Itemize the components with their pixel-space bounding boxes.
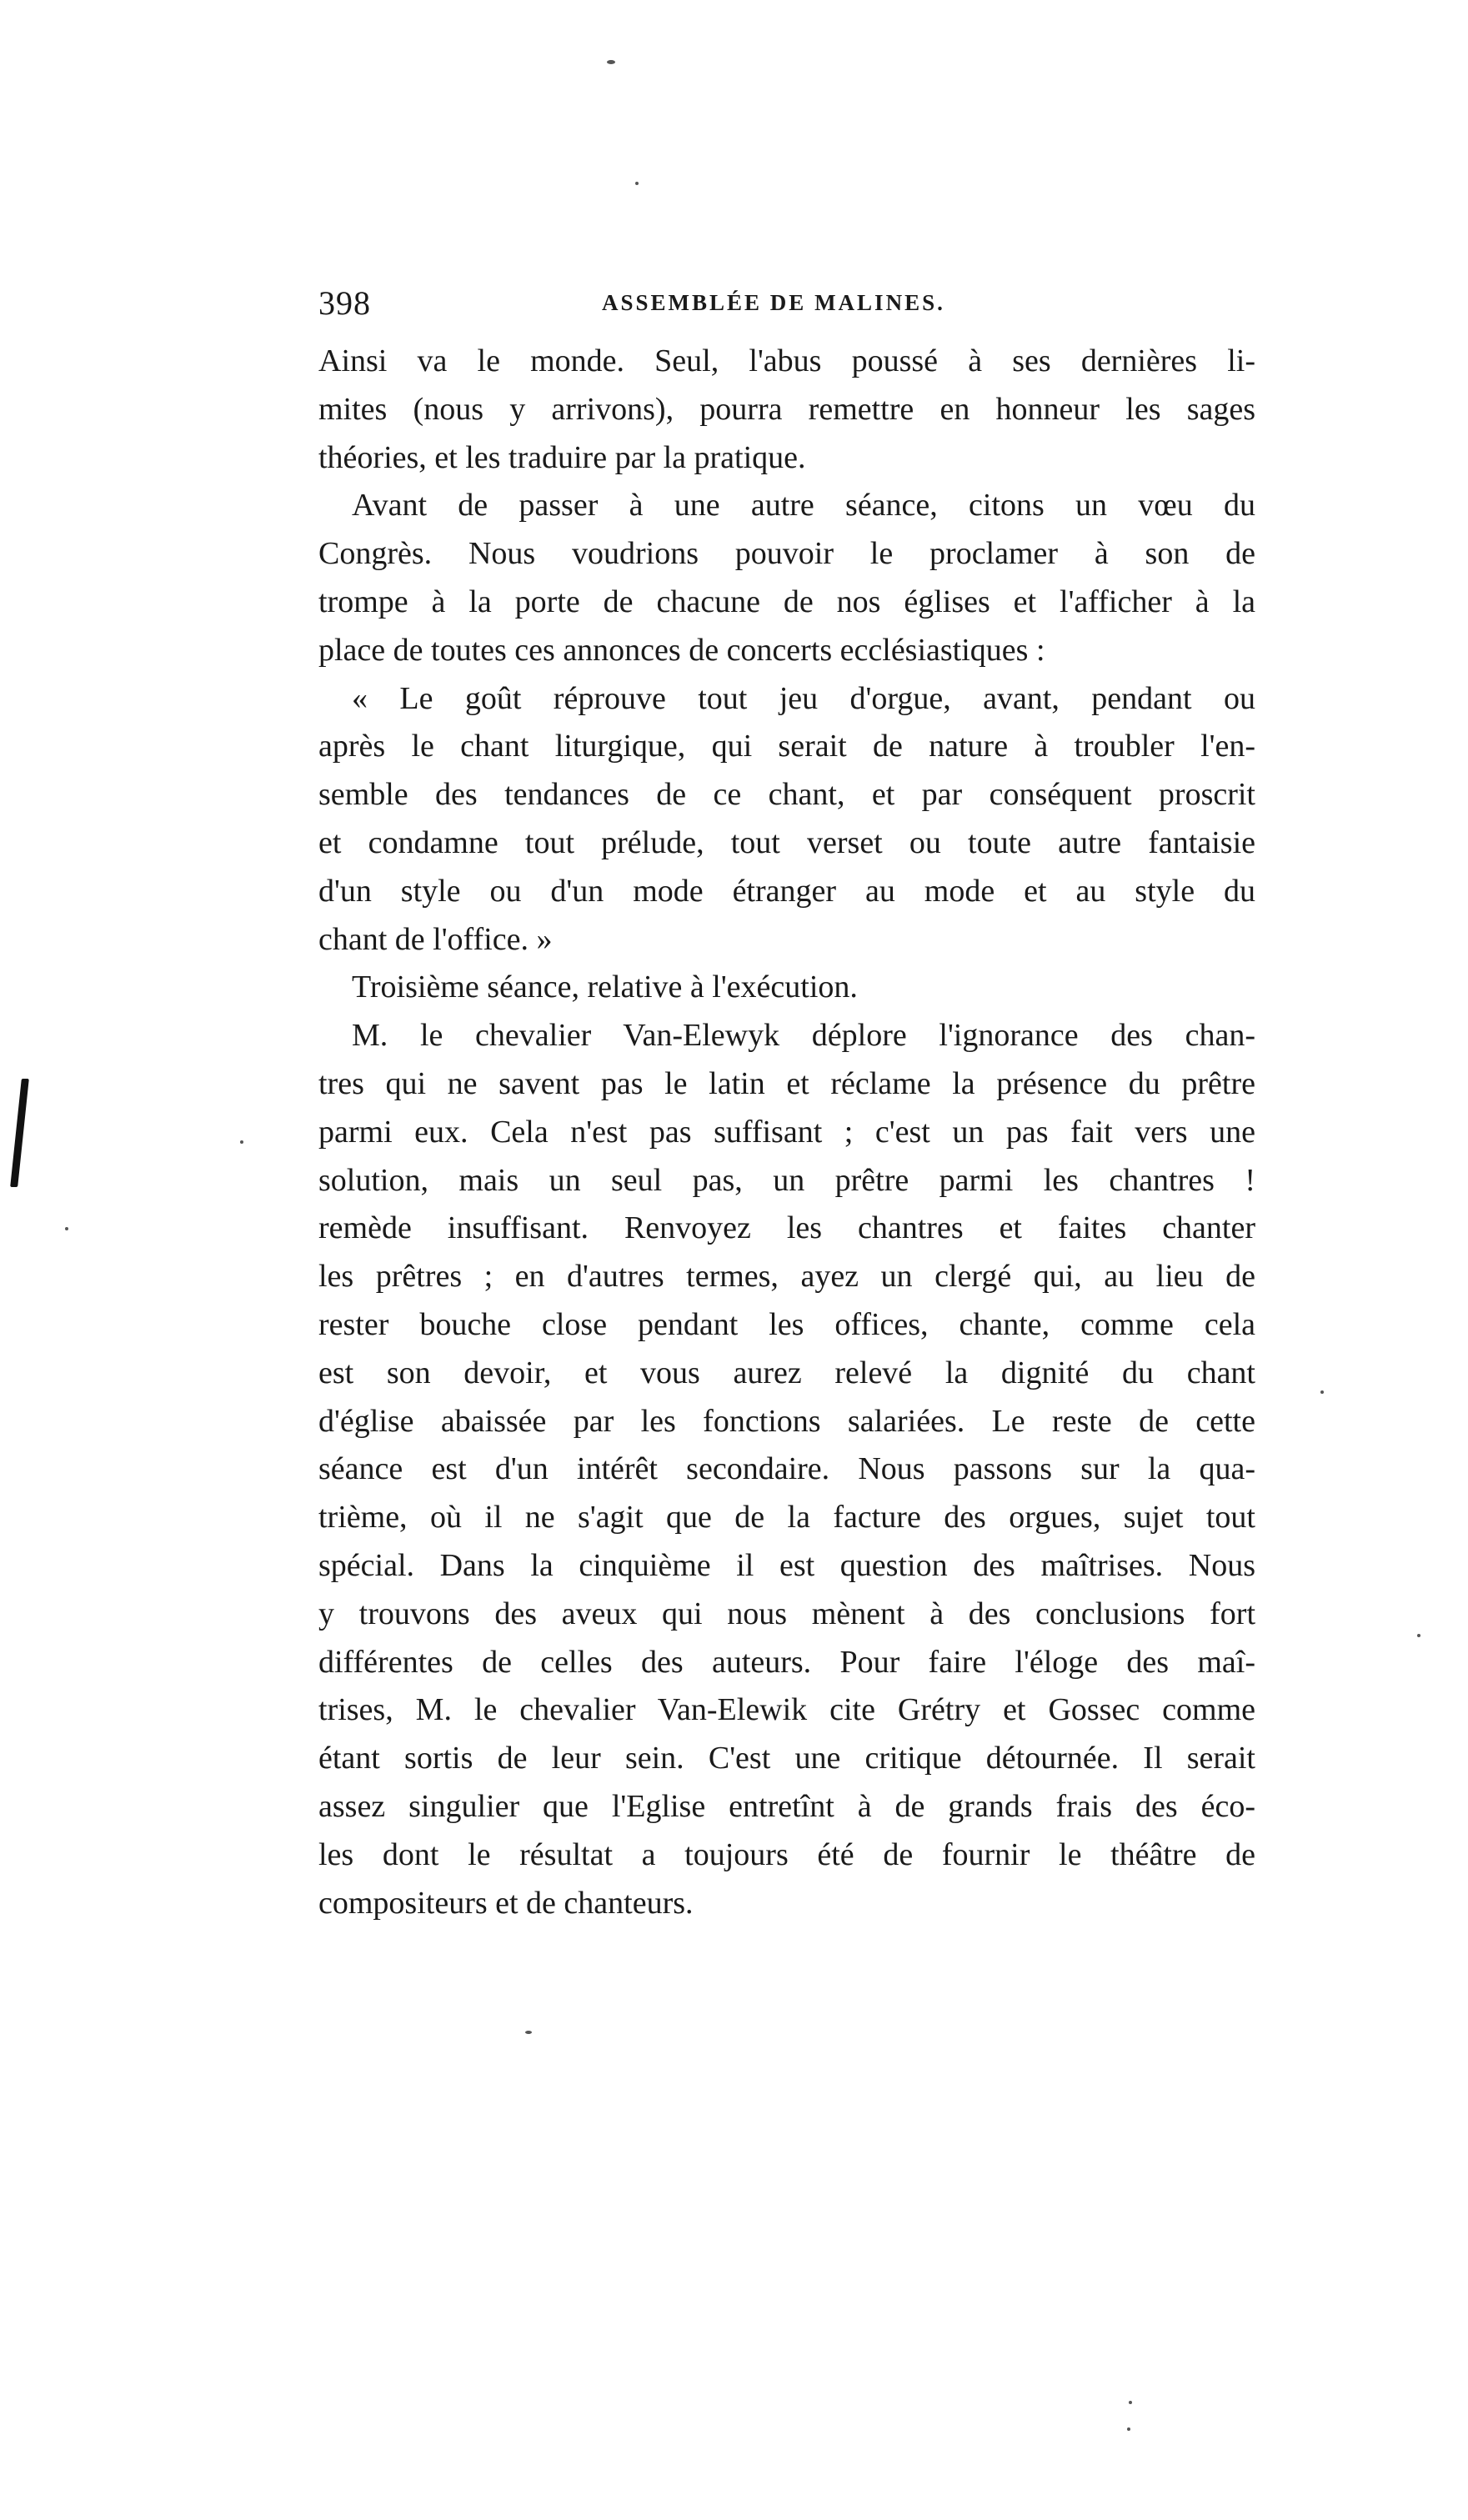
text-line: trises, M. le chevalier Van-Elewik cite Grétry et Gossec comme xyxy=(318,1692,1255,1728)
text-line: d'église abaissée par les fonctions salariées. Le reste de cette xyxy=(318,1403,1255,1439)
text-line: mites (nous y arrivons), pourra remettre en honneur les sages xyxy=(318,391,1255,427)
text-line: place de toutes ces annonces de concerts ecclésiastiques : xyxy=(318,632,1045,668)
text-line: remède insuffisant. Renvoyez les chantres et faites chanter xyxy=(318,1210,1255,1246)
scan-speck xyxy=(635,182,639,185)
text-line: Avant de passer à une autre séance, citons un vœu du xyxy=(352,488,1255,524)
text-line: chant de l'office. » xyxy=(318,921,553,957)
text-line: les dont le résultat a toujours été de fournir le théâtre de xyxy=(318,1836,1255,1872)
text-line: trième, où il ne s'agit que de la facture des orgues, sujet tout xyxy=(318,1500,1255,1536)
page-number: 398 xyxy=(318,284,371,322)
text-line: trompe à la porte de chacune de nos églises et l'afficher à la xyxy=(318,584,1255,619)
margin-ink-stroke xyxy=(10,1079,29,1187)
text-line: M. le chevalier Van-Elewyk déplore l'ignorance des chan- xyxy=(352,1018,1255,1054)
text-line: Congrès. Nous voudrions pouvoir le proclamer à son de xyxy=(318,536,1255,572)
text-line: les prêtres ; en d'autres termes, ayez un clergé qui, au lieu de xyxy=(318,1259,1255,1295)
scan-speck xyxy=(525,2031,532,2034)
text-line: semble des tendances de ce chant, et par conséquent proscrit xyxy=(318,777,1255,813)
text-line: spécial. Dans la cinquième il est question des maîtrises. Nous xyxy=(318,1547,1255,1583)
scan-speck xyxy=(1129,2401,1132,2404)
body-text xyxy=(318,338,1255,1927)
scan-speck xyxy=(1417,1634,1420,1637)
text-line: après le chant liturgique, qui serait de nature à troubler l'en- xyxy=(318,729,1255,764)
text-line: Troisième séance, relative à l'exécution. xyxy=(352,969,858,1005)
text-line: « Le goût réprouve tout jeu d'orgue, avant, pendant ou xyxy=(352,680,1255,716)
text-line: est son devoir, et vous aurez relevé la dignité du chant xyxy=(318,1355,1255,1390)
text-line: Ainsi va le monde. Seul, l'abus poussé à ses dernières li- xyxy=(318,343,1255,378)
text-line: parmi eux. Cela n'est pas suffisant ; c'est un pas fait vers une xyxy=(318,1114,1255,1150)
text-line: tres qui ne savent pas le latin et réclame la présence du prêtre xyxy=(318,1065,1255,1101)
scan-speck xyxy=(607,60,615,64)
text-line: assez singulier que l'Eglise entretînt à de grands frais des éco- xyxy=(318,1788,1255,1824)
text-line: compositeurs et de chanteurs. xyxy=(318,1885,694,1921)
text-line: théories, et les traduire par la pratique. xyxy=(318,439,806,475)
scan-speck xyxy=(240,1140,243,1144)
running-title: ASSEMBLÉE DE MALINES. xyxy=(602,290,945,315)
scan-speck xyxy=(1320,1390,1324,1394)
text-line: différentes de celles des auteurs. Pour faire l'éloge des maî- xyxy=(318,1644,1255,1680)
scan-speck xyxy=(65,1227,68,1230)
scan-speck xyxy=(1127,2427,1130,2431)
text-line: étant sortis de leur sein. C'est une critique détournée. Il serait xyxy=(318,1741,1255,1776)
running-head xyxy=(318,283,1255,325)
text-line: d'un style ou d'un mode étranger au mode et au style du xyxy=(318,873,1255,909)
text-line: séance est d'un intérêt secondaire. Nous passons sur la qua- xyxy=(318,1451,1255,1487)
text-line: solution, mais un seul pas, un prêtre parmi les chantres ! xyxy=(318,1162,1255,1198)
text-line: rester bouche close pendant les offices, chante, comme cela xyxy=(318,1306,1255,1342)
text-line: y trouvons des aveux qui nous mènent à des conclusions fort xyxy=(318,1596,1255,1631)
text-line: et condamne tout prélude, tout verset ou toute autre fantaisie xyxy=(318,824,1255,860)
